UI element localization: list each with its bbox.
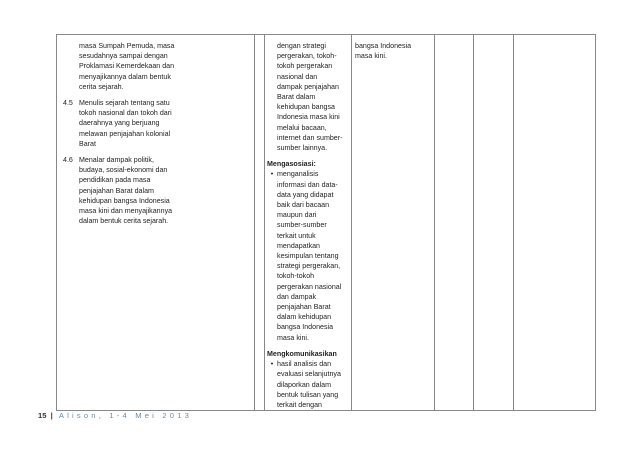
learning-intro [267, 41, 351, 153]
time-allocation-cell [435, 35, 474, 411]
learning-intro-line: nasional dan [277, 72, 318, 81]
assessment-text [352, 35, 434, 61]
learning-bullet-item [267, 169, 351, 342]
competency-line: daerahnya yang berjuang [79, 119, 160, 128]
resource-cell [474, 35, 514, 411]
learning-intro-line: internet dan sumber- [277, 133, 343, 142]
competency-line: masa kini dan menyajikannya [79, 207, 173, 216]
learning-line: terkait dengan [277, 400, 322, 409]
learning-section-heading: Mengkomunikasikan [267, 349, 337, 358]
learning-line: dilaporkan dalam [277, 380, 332, 389]
page-number: 15 [38, 411, 47, 420]
learning-line: data yang didapat [277, 190, 334, 199]
learning-line: menganalisis [277, 170, 319, 179]
competency-line: melawan penjajahan kolonial [79, 129, 171, 138]
learning-sections [267, 159, 351, 410]
competency-line: pendidikan pada masa [79, 176, 151, 185]
competency-line: Menulis sejarah tentang satu [79, 99, 170, 108]
competency-text [79, 98, 254, 149]
learning-line: masa kini. [277, 333, 309, 342]
learning-line: strategi pergerakan, [277, 262, 341, 271]
learning-intro-line: dengan strategi [277, 42, 326, 50]
learning-bullet-text [277, 169, 341, 342]
learning-intro-line: sumber lainnya. [277, 144, 328, 153]
learning-bullet-item [267, 359, 351, 410]
learning-line: tokoh-tokoh [277, 272, 315, 281]
learning-line: penjajahan Barat [277, 303, 331, 312]
bullet-icon: • [270, 170, 274, 179]
learning-intro-line: tokoh pergerakan [277, 62, 333, 71]
competency-line: tokoh nasional dan tokoh dari [79, 109, 172, 118]
learning-activity-cell [265, 35, 352, 411]
learning-line: informasi dan data- [277, 180, 338, 189]
learning-intro-line: Barat dalam [277, 93, 316, 102]
learning-line: pergerakan nasional [277, 282, 342, 291]
competency-item [57, 98, 254, 149]
learning-line: mendapatkan [277, 241, 321, 250]
competency-intro-line: menyajikannya dalam bentuk [79, 72, 171, 81]
competency-item [57, 155, 254, 226]
competency-intro [57, 41, 254, 92]
learning-intro-line: dampak penjajahan [277, 82, 339, 91]
competency-line: Barat [79, 139, 96, 148]
competency-cell [57, 35, 255, 411]
competency-intro-line: sesudahnya sampai dengan [79, 52, 168, 61]
competency-intro-line: Proklamasi Kemerdekaan dan [79, 62, 175, 71]
learning-line: evaluasi selanjutnya [277, 370, 341, 379]
competency-intro-line: masa Sumpah Pemuda, masa [79, 42, 175, 50]
learning-line: hasil analisis dan [277, 360, 332, 369]
competency-list [57, 98, 254, 226]
learning-intro-line: melalui bacaan, [277, 123, 327, 132]
competency-line: budaya, sosial-ekonomi dan [79, 166, 168, 175]
competency-line: Menalar dampak politik, [79, 156, 154, 165]
learning-intro-line: Indonesia masa kini [277, 113, 340, 122]
competency-number: 4.6 [63, 156, 73, 165]
learning-line: dalam kehidupan [277, 313, 332, 322]
assessment-line: bangsa Indonesia [355, 42, 412, 50]
syllabus-table [56, 34, 596, 411]
learning-intro-line: pergerakan, tokoh- [277, 52, 337, 61]
competency-line: dalam bentuk cerita sejarah. [79, 217, 169, 226]
assessment-line: masa kini. [355, 52, 387, 61]
learning-line: maupun dari [277, 211, 317, 220]
competency-line: kehidupan bangsa Indonesia [79, 196, 170, 205]
footer-reference: Alison, 1-4 Mei 2013 [58, 411, 193, 420]
learning-line: bentuk tulisan yang [277, 390, 339, 399]
material-cell [255, 35, 265, 411]
learning-line: bangsa Indonesia [277, 323, 334, 332]
competency-line: penjajahan Barat dalam [79, 186, 154, 195]
competency-text [79, 155, 254, 226]
learning-line: baik dari bacaan [277, 201, 330, 210]
page-footer [38, 411, 192, 420]
learning-bullet-text [277, 359, 341, 410]
assessment-cell [352, 35, 435, 411]
footer-separator: | [50, 411, 53, 420]
extra-cell [514, 35, 596, 411]
competency-intro-line: cerita sejarah. [79, 82, 124, 91]
learning-line: kesimpulan tentang [277, 252, 339, 261]
learning-line: sumber-sumber [277, 221, 327, 230]
competency-number: 4.5 [63, 99, 73, 108]
learning-intro-line: kehidupan bangsa [277, 103, 335, 112]
learning-section-heading: Mengasosiasi: [267, 160, 316, 169]
learning-line: terkait untuk [277, 231, 316, 240]
bullet-icon: • [270, 360, 274, 369]
learning-line: dan dampak [277, 292, 317, 301]
